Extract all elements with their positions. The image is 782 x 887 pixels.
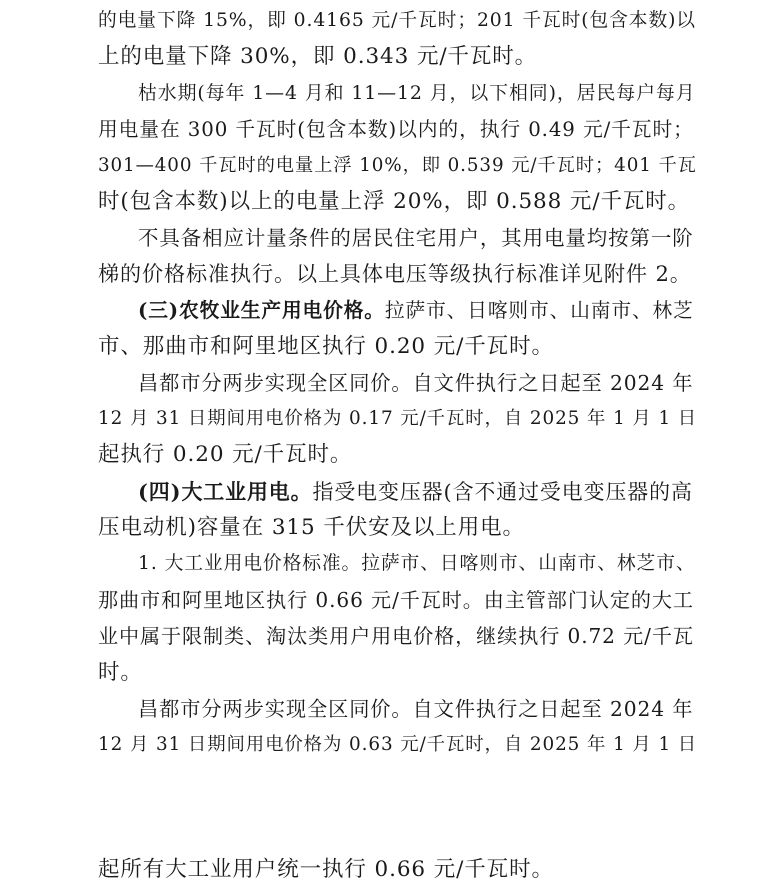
- text-line: 昌都市分两步实现全区同价。自文件执行之日起至 2024 年: [138, 696, 694, 721]
- section-text: 指受电变压器(含不通过受电变压器的高: [312, 479, 693, 504]
- text-line: 不具备相应计量条件的居民住宅用户，其用电量均按第一阶: [138, 226, 694, 251]
- text-line: 枯水期(每年 1—4 月和 11—12 月，以下相同)，居民每户每月: [138, 82, 696, 105]
- section-text: 拉萨市、日喀则市、山南市、林芝: [384, 298, 694, 322]
- text-line: 1. 大工业用电价格标准。拉萨市、日喀则市、山南市、林芝市、: [138, 553, 696, 574]
- text-line: 12 月 31 日期间用电价格为 0.17 元/千瓦时，自 2025 年 1 月 1 日: [98, 408, 698, 430]
- text-line: 起执行 0.20 元/千瓦时。: [98, 442, 353, 468]
- text-line: 用电量在 300 千瓦时(包含本数)以内的，执行 0.49 元/千瓦时；: [98, 117, 694, 141]
- text-line: 那曲市和阿里地区执行 0.66 元/千瓦时。由主管部门认定的大工: [98, 588, 694, 613]
- text-line: 起所有大工业用户统一执行 0.66 元/千瓦时。: [98, 857, 554, 882]
- text-line: 上的电量下降 30%，即 0.343 元/千瓦时。: [98, 44, 538, 70]
- section-heading: (三)农牧业生产用电价格。: [138, 298, 385, 322]
- text-line: 时(包含本数)以上的电量上浮 20%，即 0.588 元/千瓦时。: [98, 189, 691, 214]
- text-line: 的电量下降 15%，即 0.4165 元/千瓦时；201 千瓦时(包含本数)以: [98, 10, 696, 31]
- section-paragraph: [138, 294, 698, 328]
- section-heading: (四)大工业用电。: [138, 478, 313, 504]
- text-line: 301—400 千瓦时的电量上浮 10%，即 0.539 元/千瓦时；401 千瓦: [98, 154, 697, 176]
- text-line: 业中属于限制类、淘汰类用户用电价格，继续执行 0.72 元/千瓦: [98, 624, 694, 649]
- text-line: 时。: [98, 659, 143, 685]
- text-line: 12 月 31 日期间用电价格为 0.63 元/千瓦时，自 2025 年 1 月 1 日: [98, 734, 698, 755]
- text-line: 市、那曲市和阿里地区执行 0.20 元/千瓦时。: [98, 333, 554, 359]
- text-line: 昌都市分两步实现全区同价。自文件执行之日起至 2024 年: [138, 371, 694, 395]
- text-line: 压电动机)容量在 315 千伏安及以上用电。: [98, 514, 525, 540]
- text-line: 梯的价格标准执行。以上具体电压等级执行标准详见附件 2。: [98, 261, 692, 287]
- section-paragraph: [138, 475, 698, 509]
